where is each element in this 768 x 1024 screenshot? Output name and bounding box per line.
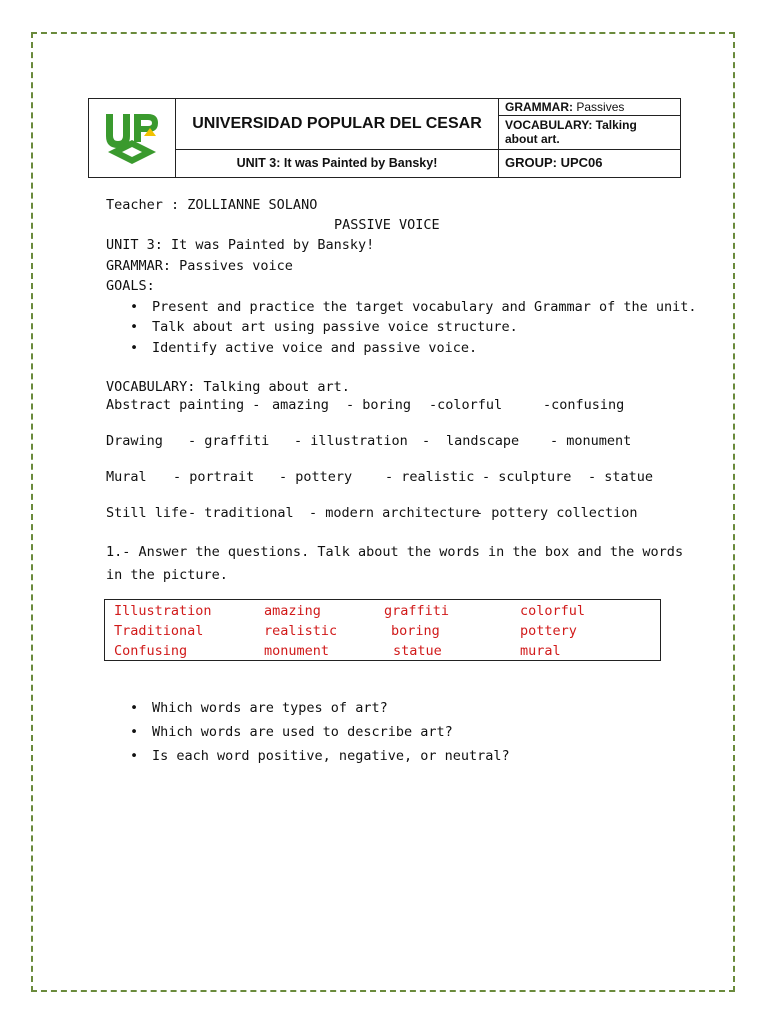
question-text: Which words are types of art? — [152, 700, 388, 716]
goal-text: Talk about art using passive voice structure. — [152, 319, 518, 335]
question-item — [130, 746, 510, 766]
goal-item — [130, 338, 478, 358]
grammar-line: GRAMMAR: Passives voice — [106, 258, 293, 274]
question-item — [130, 722, 453, 742]
university-name: UNIVERSIDAD POPULAR DEL CESAR — [176, 99, 499, 150]
word-box-cell: boring — [391, 623, 440, 639]
vocab-word: Abstract painting - — [106, 397, 261, 413]
vocab-word: Drawing — [106, 433, 163, 449]
unit-line: UNIT 3: It was Painted by Bansky! — [106, 237, 375, 253]
question-1-line-2: in the picture. — [106, 567, 228, 583]
university-logo — [100, 106, 164, 166]
vocab-word: - sculpture — [482, 469, 572, 485]
vocab-word: - traditional — [188, 505, 294, 521]
question-text: Is each word positive, negative, or neutral? — [152, 748, 510, 764]
goals-label: GOALS: — [106, 278, 155, 294]
vocab-word: - portrait — [173, 469, 255, 485]
unit-title: UNIT 3: It was Painted by Bansky! — [176, 149, 499, 177]
question-1-line-1: 1.- Answer the questions. Talk about the words in the box and the words — [106, 544, 684, 560]
grammar-cell — [499, 99, 681, 116]
vocab-word: -colorful — [429, 397, 503, 413]
vocab-word: - realistic — [385, 469, 475, 485]
vocab-word: - monument — [550, 433, 632, 449]
goal-text: Identify active voice and passive voice. — [152, 340, 478, 356]
vocabulary-cell — [499, 116, 681, 149]
logo-cell — [89, 99, 176, 178]
vocabulary-line-1: VOCABULARY: Talking — [505, 118, 637, 133]
header-table — [88, 98, 681, 178]
question-text: Which words are used to describe art? — [152, 724, 453, 740]
goal-item — [130, 317, 518, 337]
grammar-value: Passives — [576, 100, 625, 115]
word-box-cell: Traditional — [114, 623, 204, 639]
vocab-word: - illustration — [294, 433, 408, 449]
word-box-cell: colorful — [520, 603, 586, 619]
teacher-line: Teacher : ZOLLIANNE SOLANO — [106, 197, 318, 213]
vocabulary-line-2: about art. — [505, 132, 560, 147]
vocab-word: - boring — [346, 397, 412, 413]
vocab-word: - — [422, 433, 431, 449]
vocab-word: - pottery collection — [475, 505, 638, 521]
vocab-word: Mural — [106, 469, 147, 485]
vocab-word: - modern architecture — [309, 505, 480, 521]
section-title: PASSIVE VOICE — [334, 217, 440, 233]
word-box-cell: Illustration — [114, 603, 212, 619]
word-box-cell: amazing — [264, 603, 321, 619]
vocab-word: Still life — [106, 505, 188, 521]
bullet-icon: • — [130, 724, 139, 740]
question-item — [130, 698, 388, 718]
word-box-cell: pottery — [520, 623, 577, 639]
goal-item — [130, 297, 697, 317]
vocab-word: - statue — [588, 469, 654, 485]
bullet-icon: • — [130, 700, 139, 716]
word-box-cell: graffiti — [384, 603, 450, 619]
bullet-icon: • — [130, 319, 139, 335]
word-box-cell: Confusing — [114, 643, 188, 659]
word-box — [104, 599, 661, 661]
vocabulary-heading: VOCABULARY: Talking about art. — [106, 379, 350, 395]
word-box-cell: statue — [393, 643, 442, 659]
word-box-cell: mural — [520, 643, 561, 659]
word-box-cell: monument — [264, 643, 330, 659]
bullet-icon: • — [130, 748, 139, 764]
vocab-word: -confusing — [543, 397, 625, 413]
vocab-word: - pottery — [279, 469, 353, 485]
bullet-icon: • — [130, 299, 139, 315]
vocab-word: landscape — [446, 433, 520, 449]
vocab-word: amazing — [272, 397, 329, 413]
vocab-word: - graffiti — [188, 433, 270, 449]
word-box-cell: realistic — [264, 623, 338, 639]
goal-text: Present and practice the target vocabulary and Grammar of the unit. — [152, 299, 697, 315]
group-cell: GROUP: UPC06 — [499, 149, 681, 177]
grammar-label: GRAMMAR: — [505, 100, 573, 115]
bullet-icon: • — [130, 340, 139, 356]
